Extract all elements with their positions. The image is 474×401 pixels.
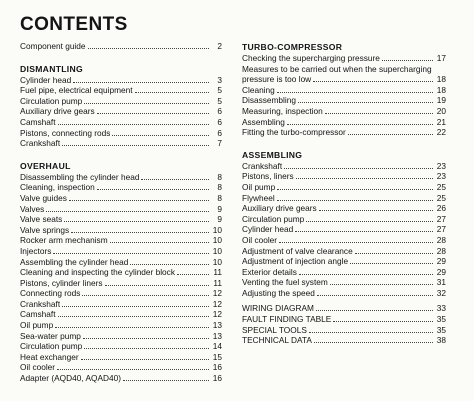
dot-leader: [330, 277, 433, 285]
toc-entry: [242, 193, 446, 204]
dot-leader: [135, 85, 209, 93]
entry-label: Measures to be carried out when the supercharging: [242, 63, 432, 74]
page-number: 25: [436, 181, 446, 192]
page-number: 3: [217, 74, 222, 85]
page-number: 20: [436, 105, 446, 116]
section-dismantling: [20, 63, 222, 149]
toc-entry: [20, 278, 222, 289]
toc-entry: [20, 106, 222, 117]
toc-entry: [242, 214, 446, 225]
page-number: 6: [217, 106, 222, 117]
page-number: 23: [436, 171, 446, 182]
dot-leader: [306, 214, 433, 222]
page-number: 13: [212, 320, 222, 331]
entry-label: Heat exchanger: [20, 351, 79, 362]
dot-leader: [130, 257, 209, 265]
dot-leader: [299, 267, 433, 275]
entry-label: Cleaning: [242, 84, 275, 95]
page-number: 10: [212, 235, 222, 246]
dot-leader: [348, 127, 433, 135]
dot-leader: [333, 314, 433, 322]
toc-entry: [242, 74, 446, 85]
dot-leader: [284, 161, 433, 169]
page-number: 12: [212, 298, 222, 309]
dot-leader: [277, 182, 433, 190]
toc-entry: [20, 341, 222, 352]
page-number: 8: [217, 171, 222, 182]
toc-entry: [20, 193, 222, 204]
entry-label: Camshaft: [20, 116, 56, 127]
section-title: OVERHAUL: [20, 160, 71, 171]
toc-entry: [20, 75, 222, 86]
toc-entry: [20, 320, 222, 331]
entry-label: Valve springs: [20, 224, 70, 235]
dot-leader: [309, 325, 433, 333]
toc-entry: [242, 161, 446, 172]
dot-leader: [298, 95, 433, 103]
dot-leader: [277, 85, 433, 93]
dot-leader: [319, 203, 433, 211]
dot-leader: [277, 193, 433, 201]
page-number: 27: [436, 224, 446, 235]
page-number: 13: [212, 330, 222, 341]
page-number: 29: [436, 266, 446, 277]
entry-label: Oil pump: [242, 181, 276, 192]
entry-label: Cylinder head: [242, 224, 294, 235]
dot-leader: [82, 288, 209, 296]
toc-entry: [20, 288, 222, 299]
dot-leader: [62, 138, 209, 146]
dot-leader: [73, 75, 209, 83]
dot-leader: [58, 309, 209, 317]
dot-leader: [110, 235, 209, 243]
page-number: 25: [436, 192, 446, 203]
toc-entry: [242, 303, 446, 314]
toc-entry: [242, 325, 446, 336]
toc-entry: [242, 64, 446, 75]
toc-entry: [242, 182, 446, 193]
page-number: 21: [436, 116, 446, 127]
entry-label: Valve guides: [20, 192, 67, 203]
toc-entry: [20, 246, 222, 257]
toc-entry: [20, 352, 222, 363]
toc-entry: [242, 203, 446, 214]
dot-leader: [71, 225, 209, 233]
entry-label: Checking the supercharging pressure: [242, 53, 380, 63]
page-number: 38: [436, 335, 446, 346]
dot-leader: [64, 214, 209, 222]
dot-leader: [55, 320, 209, 328]
toc-entry: [242, 235, 446, 246]
page-number: 22: [436, 127, 446, 138]
page-number: 12: [212, 288, 222, 299]
entry-label: Connecting rods: [20, 288, 81, 299]
page-number: 35: [436, 324, 446, 335]
entry-label: FAULT FINDING TABLE: [242, 314, 332, 325]
toc-entry: [20, 214, 222, 225]
dot-leader: [317, 288, 433, 296]
dot-leader: [382, 53, 433, 61]
entry-label: Crankshaft: [20, 298, 61, 309]
page-number: 33: [436, 303, 446, 314]
dot-leader: [355, 246, 433, 254]
entry-label: WIRING DIAGRAM: [242, 303, 314, 314]
entry-label: Oil pump: [20, 320, 54, 331]
entry-label: Pistons, connecting rods: [20, 127, 111, 138]
page-number: 10: [212, 245, 222, 256]
entry-label: Crankshaft: [242, 160, 283, 171]
section-title: ASSEMBLING: [242, 149, 303, 160]
dot-leader: [53, 246, 209, 254]
page-number: 5: [217, 85, 222, 96]
page-number: 6: [217, 116, 222, 127]
section-title: DISMANTLING: [20, 63, 83, 74]
section-turbo-compressor: [242, 41, 446, 138]
entry-label: Oil cooler: [20, 362, 56, 373]
page-number: 32: [436, 287, 446, 298]
toc-entry: [20, 138, 222, 149]
dot-leader: [83, 331, 209, 339]
dot-leader: [69, 193, 209, 201]
toc-entry: [242, 246, 446, 257]
toc-entry: [242, 314, 446, 325]
page-number: 8: [217, 182, 222, 193]
toc-entry: [242, 267, 446, 278]
entry-label: SPECIAL TOOLS: [242, 324, 307, 335]
dot-leader: [325, 106, 433, 114]
toc-entry: [242, 95, 446, 106]
page-number: 14: [212, 341, 222, 352]
page-number: 31: [436, 277, 446, 288]
dot-leader: [58, 117, 209, 125]
intro-section: [20, 41, 222, 52]
dot-leader: [81, 352, 209, 360]
dot-leader: [296, 171, 433, 179]
dot-leader: [88, 41, 209, 49]
page-number: 15: [212, 351, 222, 362]
section-entries: [20, 75, 222, 149]
entry-label: Cleaning and inspecting the cylinder block: [20, 267, 175, 278]
entry-label: Cleaning, inspection: [20, 182, 95, 193]
page-number: 9: [217, 214, 222, 225]
entry-label: Rocker arm mechanism: [20, 235, 108, 246]
dot-leader: [105, 278, 209, 286]
toc-entry: [20, 225, 222, 236]
dot-leader: [123, 373, 209, 381]
entry-label: Oil cooler: [242, 234, 278, 245]
page-number: 12: [212, 309, 222, 320]
entry-label: Pistons, cylinder liners: [20, 277, 103, 288]
entry-label: pressure is too low: [242, 74, 312, 85]
entry-label: Flywheel: [242, 192, 275, 203]
toc-entry: [20, 257, 222, 268]
entry-label: Valves: [20, 203, 45, 214]
page-number: 7: [217, 138, 222, 149]
toc-entry: [242, 277, 446, 288]
entry-label: Component guide: [20, 41, 86, 51]
dot-leader: [97, 182, 209, 190]
toc-entry: [20, 309, 222, 320]
toc-entry: [20, 128, 222, 139]
entry-label: Exterior details: [242, 266, 297, 277]
entry-label: Circulation pump: [20, 95, 83, 106]
toc-entry: [20, 362, 222, 373]
page-number: 2: [217, 41, 222, 51]
page-number: 26: [436, 203, 446, 214]
page-number: 16: [212, 373, 222, 384]
toc-entry: [242, 288, 446, 299]
page-number: 28: [436, 245, 446, 256]
entry-label: TECHNICAL DATA: [242, 335, 312, 346]
page-number: 5: [217, 95, 222, 106]
dot-leader: [141, 172, 209, 180]
page-number: 18: [436, 74, 446, 85]
entry-label: Fuel pipe, electrical equipment: [20, 85, 133, 96]
entry-label: Fitting the turbo-compressor: [242, 127, 346, 138]
toc-entry: [242, 85, 446, 96]
page-number: 29: [436, 256, 446, 267]
toc-entry: [20, 267, 222, 278]
page-number: 6: [217, 127, 222, 138]
page-number: 17: [436, 53, 446, 63]
dot-leader: [84, 96, 209, 104]
toc-entry: [242, 171, 446, 182]
page-number: 19: [436, 95, 446, 106]
entry-label: Disassembling the cylinder head: [20, 171, 140, 182]
entry-label: Venting the fuel system: [242, 277, 328, 288]
entry-label: Measuring, inspection: [242, 105, 323, 116]
dot-leader: [97, 106, 209, 114]
page-number: 23: [436, 160, 446, 171]
dot-leader: [46, 204, 209, 212]
left-column: [20, 41, 222, 384]
intro-entries: [20, 41, 222, 52]
entry-label: Adjusting the speed: [242, 287, 315, 298]
toc-entry: [242, 256, 446, 267]
dot-leader: [287, 117, 433, 125]
entry-label: Assembling: [242, 116, 285, 127]
section-title: TURBO-COMPRESSOR: [242, 42, 343, 52]
toc-entry: [20, 299, 222, 310]
page-number: 28: [436, 234, 446, 245]
page-number: 11: [213, 277, 222, 288]
dot-leader: [314, 335, 433, 343]
toc-entry: [242, 117, 446, 128]
dot-leader: [62, 299, 209, 307]
toc-entry: [20, 331, 222, 342]
dot-leader: [350, 256, 433, 264]
page-number: 27: [436, 213, 446, 224]
entry-label: Injectors: [20, 245, 52, 256]
entry-label: Assembling the cylinder head: [20, 256, 129, 267]
toc-entry: [242, 106, 446, 117]
entry-label: Valve seats: [20, 214, 63, 225]
entry-label: Adjustment of valve clearance: [242, 245, 353, 256]
page-title: CONTENTS: [20, 14, 128, 35]
section-assembling: [242, 149, 446, 346]
entry-label: Circulation pump: [242, 213, 305, 224]
toc-entry: [20, 204, 222, 215]
entry-label: Camshaft: [20, 309, 56, 320]
page-number: 11: [213, 267, 222, 278]
toc-entry: [20, 182, 222, 193]
page-number: 18: [436, 84, 446, 95]
toc-entry: [242, 53, 446, 64]
toc-entry: [20, 41, 222, 52]
dot-leader: [84, 341, 209, 349]
dot-leader: [177, 267, 209, 275]
entry-label: Crankshaft: [20, 138, 61, 149]
toc-entry: [242, 335, 446, 346]
entry-label: Disassembling: [242, 95, 296, 106]
entry-label: Auxiliary drive gears: [20, 106, 95, 117]
page-number: 16: [212, 362, 222, 373]
toc-entry: [242, 127, 446, 138]
dot-leader: [295, 224, 433, 232]
entry-label: Sea-water pump: [20, 330, 81, 341]
toc-entry: [20, 85, 222, 96]
page-number: 10: [212, 224, 222, 235]
entry-label: Adjustment of injection angle: [242, 256, 349, 267]
toc-entry: [20, 96, 222, 107]
toc-entry: [20, 172, 222, 183]
entry-label: Pistons, liners: [242, 171, 294, 182]
entry-label: Adapter (AQD40, AQAD40): [20, 373, 121, 384]
section-entries: [20, 172, 222, 384]
right-column: [242, 41, 446, 346]
page-number: 9: [217, 203, 222, 214]
toc-entry: [20, 117, 222, 128]
entry-label: Cylinder head: [20, 74, 72, 85]
section-entries: [242, 53, 446, 138]
dot-leader: [279, 235, 433, 243]
toc-entry: [242, 224, 446, 235]
dot-leader: [316, 303, 433, 311]
page-number: 10: [212, 256, 222, 267]
entry-label: Auxiliary drive gears: [242, 203, 317, 214]
page-number: 35: [436, 314, 446, 325]
dot-leader: [313, 74, 433, 82]
dot-leader: [57, 362, 209, 370]
appendix-entries: [242, 303, 446, 345]
page-number: 8: [217, 192, 222, 203]
toc-entry: [20, 373, 222, 384]
entry-label: Circulation pump: [20, 341, 83, 352]
dot-leader: [112, 128, 209, 136]
section-entries: [242, 161, 446, 299]
section-overhaul: [20, 160, 222, 384]
toc-entry: [20, 235, 222, 246]
